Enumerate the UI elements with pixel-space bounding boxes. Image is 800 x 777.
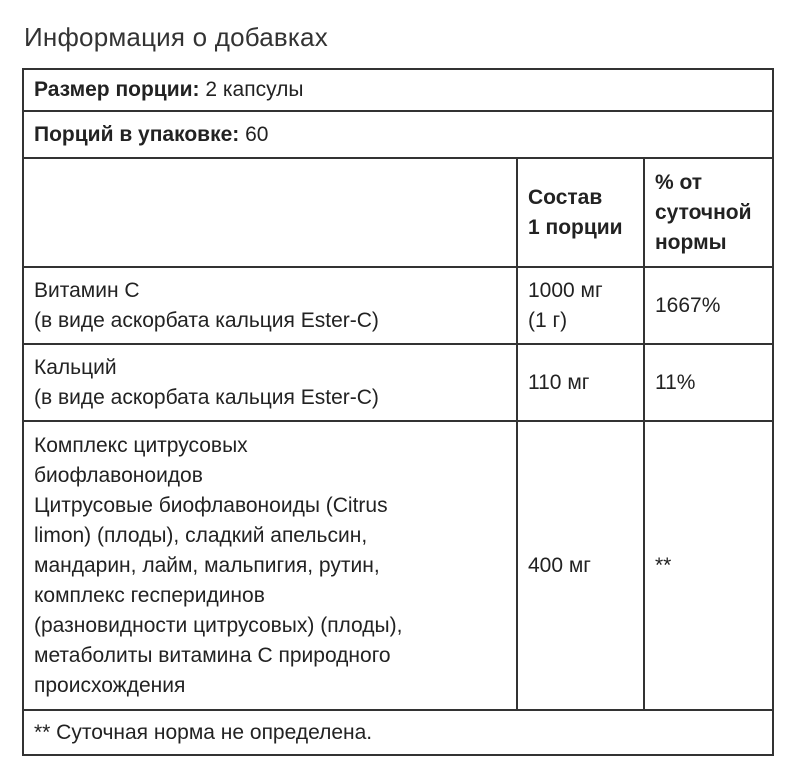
ingredient-amount: 1000 мг (1 г)	[518, 268, 645, 343]
ingredient-amount: 400 мг	[518, 422, 645, 709]
ingredient-daily-value: 1667%	[655, 293, 721, 317]
ingredient-daily-value: **	[655, 553, 672, 577]
column-header-row	[24, 159, 772, 268]
servings-per-container-row	[24, 112, 772, 159]
servings-per-container-label: Порций в упаковке:	[34, 122, 240, 146]
servings-per-container-value: 60	[245, 122, 269, 146]
ingredient-name: Кальций (в виде аскорбата кальция Ester-C)	[24, 345, 518, 420]
serving-size-label: Размер порции:	[34, 78, 200, 101]
footnote: ** Суточная норма не определена.	[34, 720, 373, 744]
ingredient-header	[24, 159, 518, 266]
daily-value-header: % от суточной нормы	[655, 170, 752, 254]
ingredient-amount: 110 мг	[518, 345, 645, 420]
supplement-facts-table	[22, 68, 774, 756]
serving-size-value: 2 капсулы	[205, 78, 304, 101]
footnote-row	[24, 711, 772, 754]
ingredient-daily-value: 11%	[655, 370, 696, 394]
table-row	[24, 422, 772, 711]
table-row	[24, 345, 772, 422]
table-row	[24, 268, 772, 345]
ingredient-name: Комплекс цитрусовых биофлавоноидов Цитрусовые биофлавоноиды (Citrus limon) (плоды), сладкий апельсин, мандарин, лайм, мальпигия, рутин, комплекс гесперидинов (разновидности цитрусовых) (плоды), метаболиты витамина C природного происхождения	[24, 422, 518, 709]
amount-per-serving-header: Состав 1 порции	[518, 159, 645, 266]
page-title: Информация о добавках	[24, 22, 328, 52]
serving-size-row	[24, 70, 772, 112]
ingredient-name: Витамин C (в виде аскорбата кальция Ester-C)	[24, 268, 518, 343]
